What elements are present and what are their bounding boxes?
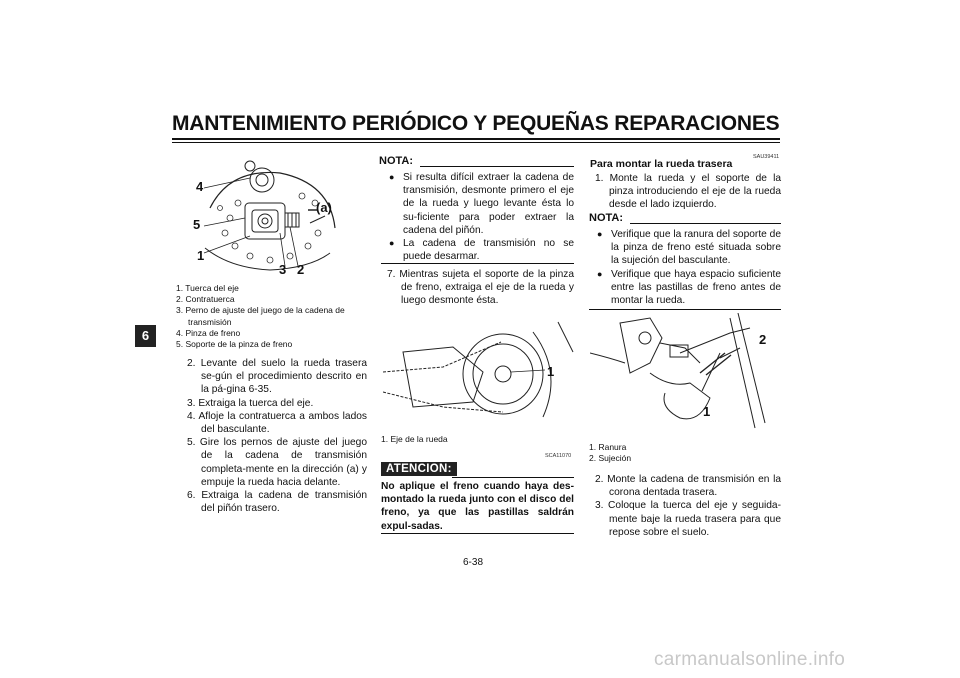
- title-rule-thin: [172, 142, 780, 143]
- title-rule: [172, 138, 780, 140]
- install-step1: [591, 172, 781, 212]
- step-item: 1. Monte la rueda y el soporte de la pinza introduciendo el eje de la rueda desde el lado izquierdo.: [595, 173, 781, 211]
- step-item: 2. Levante del suelo la rueda trasera se-gún el procedimiento descrito en la pá-gina 6-35.: [187, 358, 367, 396]
- note-bullet: ● Verifique que la ranura del soporte de la pinza de freno esté situada sobre la sujeción del basculante.: [589, 228, 781, 268]
- step-item: 3. Coloque la tuerca del eje y seguida-mente baje la rueda trasera para que repose sobre el suelo.: [595, 500, 781, 538]
- figure2-captions: [381, 434, 571, 445]
- caution-end-rule: [381, 533, 574, 534]
- callout-3: 3: [279, 262, 287, 277]
- step-item: 5. Gire los pernos de ajuste del juego de la cadena de transmisión completa-mente en la dirección (a) y empuje la rueda hacia delante.: [187, 437, 367, 488]
- note1-bullets: [381, 171, 574, 263]
- callout-2: 2: [297, 262, 305, 277]
- section-tab: 6: [135, 325, 156, 347]
- step7: [383, 268, 574, 308]
- caution-badge: ATENCION:: [381, 462, 457, 476]
- note1-rule: [420, 166, 574, 167]
- callout-slider-2: 2: [759, 332, 767, 347]
- note2-bullets: [589, 228, 781, 307]
- callout-slot-1: 1: [703, 404, 711, 419]
- figure1-captions: [176, 283, 366, 350]
- callout-1: 1: [197, 248, 205, 263]
- caution-code: SCA11070: [545, 453, 572, 459]
- caption-item: 2. Contratuerca: [176, 294, 235, 305]
- callout-a: (a): [316, 200, 332, 215]
- note1-end-rule: [381, 263, 574, 264]
- callout-4: 4: [196, 179, 204, 194]
- figure-caliper-slot: [590, 313, 782, 438]
- callout-5: 5: [193, 217, 201, 232]
- step-item: 2. Monte la cadena de transmisión en la corona dentada trasera.: [595, 474, 781, 499]
- watermark: carmanualsonline.info: [654, 649, 846, 670]
- caution-rule: [452, 477, 574, 478]
- note2-rule: [630, 223, 781, 224]
- caption-item: 5. Soporte de la pinza de freno: [176, 339, 293, 350]
- caption-item: 1. Eje de la rueda: [381, 434, 448, 444]
- note-bullet: ● La cadena de transmisión no se puede desarmar.: [381, 237, 574, 263]
- note-bullet: ● Si resulta difícil extraer la cadena de transmisión, desmonte primero el eje de la rueda y luego levante ésta lo su-ficiente para poder extraer la cadena del piñón.: [381, 171, 574, 237]
- step-item: 7. Mientras sujeta el soporte de la pinza de freno, extraiga el eje de la rueda y luego desmonte ésta.: [387, 269, 574, 307]
- install-code: SAU39411: [753, 154, 780, 160]
- caption-item: 1. Ranura: [589, 442, 627, 452]
- caption-item: 3. Perno de ajuste del juego de la cadena de transmisión: [176, 305, 345, 327]
- note2-label: NOTA:: [589, 212, 624, 224]
- steps-left: [183, 357, 367, 515]
- note1-label: NOTA:: [379, 155, 414, 167]
- caption-item: 2. Sujeción: [589, 453, 632, 464]
- figure3-captions: [589, 442, 779, 464]
- note-bullet: ● Verifique que haya espacio suficiente entre las pastillas de freno antes de montar la rueda.: [589, 268, 781, 308]
- page-number: 6-38: [463, 557, 484, 568]
- caution-text: No aplique el freno cuando haya des-montado la rueda junto con el disco del freno, ya que las pastillas saldrán expul-sadas.: [381, 481, 574, 532]
- page-title: MANTENIMIENTO PERIÓDICO Y PEQUEÑAS REPARACIONES: [172, 112, 780, 135]
- callout-axle-1: 1: [547, 364, 555, 379]
- install-heading: Para montar la rueda trasera: [590, 158, 733, 170]
- step-item: 6. Extraiga la cadena de transmisión del piñón trasero.: [187, 490, 367, 515]
- step-item: 4. Afloje la contratuerca a ambos lados del basculante.: [187, 410, 367, 436]
- step-item: 3. Extraiga la tuerca del eje.: [187, 397, 314, 409]
- note2-end-rule: [589, 309, 781, 310]
- steps-right: [591, 473, 781, 539]
- caption-item: 1. Tuerca del eje: [176, 283, 239, 293]
- caption-item: 4. Pinza de freno: [176, 327, 241, 338]
